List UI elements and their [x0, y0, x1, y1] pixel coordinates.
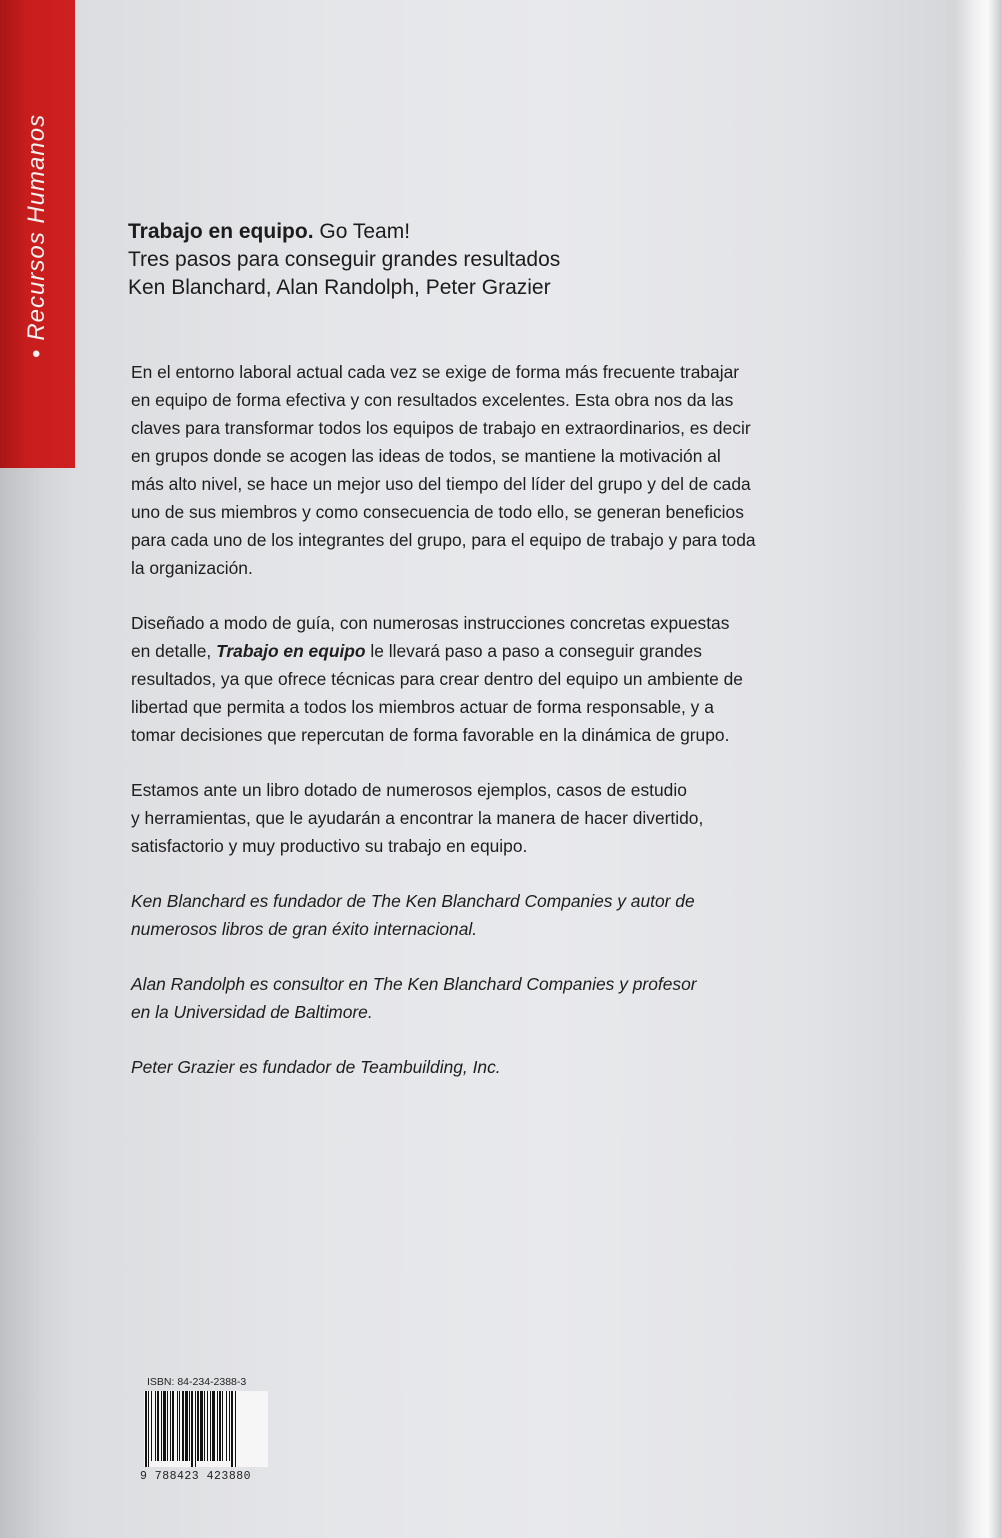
barcode-bar	[222, 1391, 223, 1461]
barcode-bar	[219, 1391, 221, 1461]
barcode-bar	[170, 1391, 171, 1461]
author-bio-blanchard	[131, 887, 926, 943]
barcode-bar	[179, 1391, 180, 1461]
text-line: claves para transformar todos los equipos de trabajo en extraordinarios, es decir	[131, 418, 751, 438]
spine-bullet: •	[23, 348, 50, 359]
barcode-bar	[182, 1391, 184, 1461]
isbn-barcode-block	[140, 1376, 280, 1488]
barcode-bar	[207, 1391, 208, 1461]
barcode-bar	[217, 1391, 218, 1461]
blurb-paragraph-3	[131, 776, 926, 860]
text-line: resultados, ya que ofrece técnicas para crear dentro del equipo un ambiente de	[131, 669, 743, 689]
barcode-bar	[195, 1391, 196, 1467]
text-line: Estamos ante un libro dotado de numerosos ejemplos, casos de estudio	[131, 780, 687, 800]
text-line: en equipo de forma efectiva y con resultados excelentes. Esta obra nos da las	[131, 390, 734, 410]
text-line: para cada uno de los integrantes del grupo, para el equipo de trabajo y para toda	[131, 530, 756, 550]
text-line: en la Universidad de Baltimore.	[131, 1002, 373, 1022]
emphasized-title: Trabajo en equipo	[216, 641, 366, 661]
text-line: satisfactorio y muy productivo su trabajo en equipo.	[131, 836, 528, 856]
title-line	[128, 218, 748, 246]
text-line: y herramientas, que le ayudarán a encontrar la manera de hacer divertido,	[131, 808, 704, 828]
text-line: libertad que permita a todos los miembros actuar de forma responsable, y a	[131, 697, 714, 717]
barcode-bar	[200, 1391, 203, 1461]
barcode-bar	[204, 1391, 205, 1461]
barcode-bar	[163, 1391, 166, 1461]
text-line: Ken Blanchard es fundador de The Ken Blanchard Companies y autor de	[131, 891, 695, 911]
barcode-bar	[148, 1391, 149, 1467]
barcode-bar	[161, 1391, 162, 1461]
book-title: Trabajo en equipo.	[128, 220, 314, 243]
barcode-bar	[226, 1391, 227, 1461]
text-line: Alan Randolph es consultor en The Ken Blanchard Companies y profesor	[131, 974, 697, 994]
barcode-bar	[185, 1391, 188, 1461]
barcode-bar	[197, 1391, 199, 1461]
text-line: la organización.	[131, 558, 253, 578]
blurb-paragraph-1	[131, 358, 926, 582]
barcode-bar	[157, 1391, 159, 1461]
barcode-bar	[191, 1391, 193, 1467]
spine-category-label	[23, 114, 51, 358]
barcode-bar	[189, 1391, 190, 1461]
spine-category-text: Recursos Humanos	[23, 113, 50, 341]
blurb-paragraph-2	[131, 609, 926, 749]
blurb-text	[131, 358, 926, 1108]
text-span: le llevará paso a paso a conseguir grandes	[365, 641, 702, 661]
barcode-bar	[177, 1391, 178, 1461]
barcode-bar	[212, 1391, 215, 1461]
text-span: en detalle,	[131, 641, 217, 661]
author-bio-grazier	[131, 1053, 926, 1081]
text-line: más alto nivel, se hace un mejor uso del tiempo del líder del grupo y del de cada	[131, 474, 751, 494]
cover-edge-highlight	[954, 0, 1002, 1538]
spine-shadow	[0, 468, 75, 1538]
barcode-icon	[144, 1391, 268, 1467]
isbn-label: ISBN: 84-234-2388-3	[147, 1376, 247, 1388]
ean-number: 9 788423 423880	[140, 1470, 252, 1483]
book-subtitle: Tres pasos para conseguir grandes resultados	[128, 248, 561, 271]
book-tagline: Go Team!	[319, 220, 411, 243]
barcode-bar	[172, 1391, 174, 1461]
text-line: numerosos libros de gran éxito internacional.	[131, 919, 478, 939]
text-line	[131, 637, 926, 665]
text-line: En el entorno laboral actual cada vez se exige de forma más frecuente trabajar	[131, 362, 740, 382]
barcode-bar	[231, 1391, 233, 1467]
barcode-bar	[151, 1391, 152, 1461]
text-line: tomar decisiones que repercutan de forma favorable en la dinámica de grupo.	[131, 725, 730, 745]
text-line: en grupos donde se acogen las ideas de todos, se mantiene la motivación al	[131, 446, 721, 466]
text-line: Diseñado a modo de guía, con numerosas instrucciones concretas expuestas	[131, 613, 730, 633]
text-line: Peter Grazier es fundador de Teambuilding, Inc.	[131, 1057, 501, 1077]
barcode-bar	[145, 1391, 147, 1467]
text-line: uno de sus miembros y como consecuencia de todo ello, se generan beneficios	[131, 502, 744, 522]
barcode-bar	[229, 1391, 230, 1461]
barcode-bar	[167, 1391, 168, 1461]
barcode-bar	[155, 1391, 156, 1461]
book-authors: Ken Blanchard, Alan Randolph, Peter Grazier	[128, 276, 551, 299]
author-bio-randolph	[131, 970, 926, 1026]
barcode-bar	[210, 1391, 211, 1461]
barcode-bar	[235, 1391, 236, 1467]
title-block	[128, 218, 748, 302]
